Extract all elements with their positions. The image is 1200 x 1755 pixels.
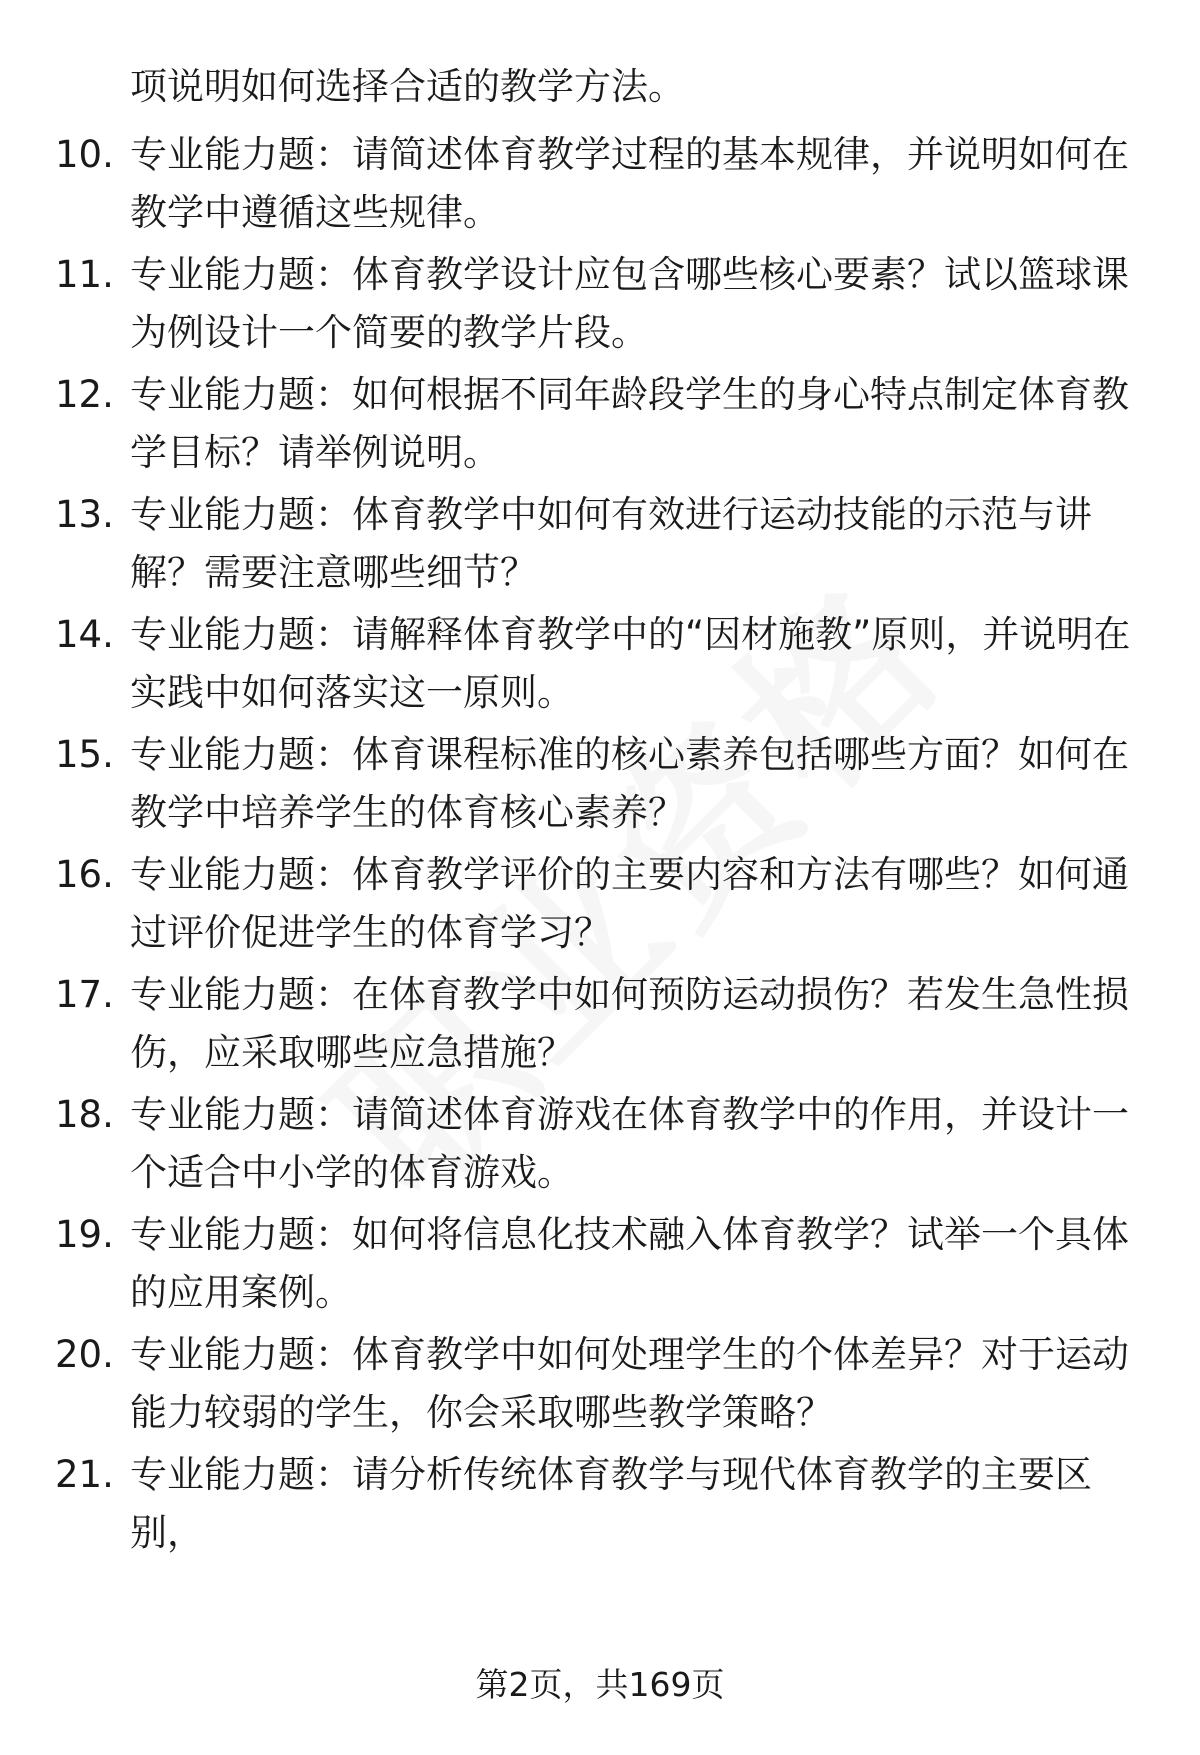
item-text: 专业能力题：请简述体育教学过程的基本规律，并说明如何在教学中遵循这些规律。 bbox=[130, 133, 1129, 234]
item-number: 10. bbox=[55, 133, 114, 176]
item-text: 专业能力题：在体育教学中如何预防运动损伤？若发生急性损伤，应采取哪些应急措施？ bbox=[130, 973, 1129, 1074]
item-number: 17. bbox=[55, 973, 114, 1016]
item-text: 专业能力题：请分析传统体育教学与现代体育教学的主要区别， bbox=[130, 1453, 1092, 1554]
item-text: 专业能力题：请解释体育教学中的“因材施教”原则，并说明在实践中如何落实这一原则。 bbox=[130, 613, 1131, 714]
item-number: 19. bbox=[55, 1213, 114, 1256]
item-number: 14. bbox=[55, 613, 114, 656]
page-footer: 第2页，共169页 bbox=[475, 1665, 725, 1704]
item-text: 专业能力题：体育教学设计应包含哪些核心要素？试以篮球课为例设计一个简要的教学片段。 bbox=[130, 253, 1129, 354]
item-text: 专业能力题：体育教学评价的主要内容和方法有哪些？如何通过评价促进学生的体育学习？ bbox=[130, 853, 1129, 954]
item-text: 专业能力题：体育课程标准的核心素养包括哪些方面？如何在教学中培养学生的体育核心素养？ bbox=[130, 733, 1129, 834]
item-number: 21. bbox=[55, 1453, 114, 1496]
item-number: 20. bbox=[55, 1333, 114, 1376]
item-text: 专业能力题：如何根据不同年龄段学生的身心特点制定体育教学目标？请举例说明。 bbox=[130, 373, 1129, 474]
item-number: 15. bbox=[55, 733, 114, 776]
item-text: 专业能力题：体育教学中如何处理学生的个体差异？对于运动能力较弱的学生，你会采取哪些教学策略？ bbox=[130, 1333, 1129, 1434]
item-text: 专业能力题：体育教学中如何有效进行运动技能的示范与讲解？需要注意哪些细节？ bbox=[130, 493, 1092, 594]
item-number: 12. bbox=[55, 373, 114, 416]
item-number: 11. bbox=[55, 253, 114, 296]
item-text: 专业能力题：请简述体育游戏在体育教学中的作用，并设计一个适合中小学的体育游戏。 bbox=[130, 1093, 1129, 1194]
item-number: 18. bbox=[55, 1093, 114, 1136]
item-text: 专业能力题：如何将信息化技术融入体育教学？试举一个具体的应用案例。 bbox=[130, 1213, 1129, 1314]
item-number: 13. bbox=[55, 493, 114, 536]
continuation-text: 项说明如何选择合适的教学方法。 bbox=[130, 65, 685, 108]
item-number: 16. bbox=[55, 853, 114, 896]
